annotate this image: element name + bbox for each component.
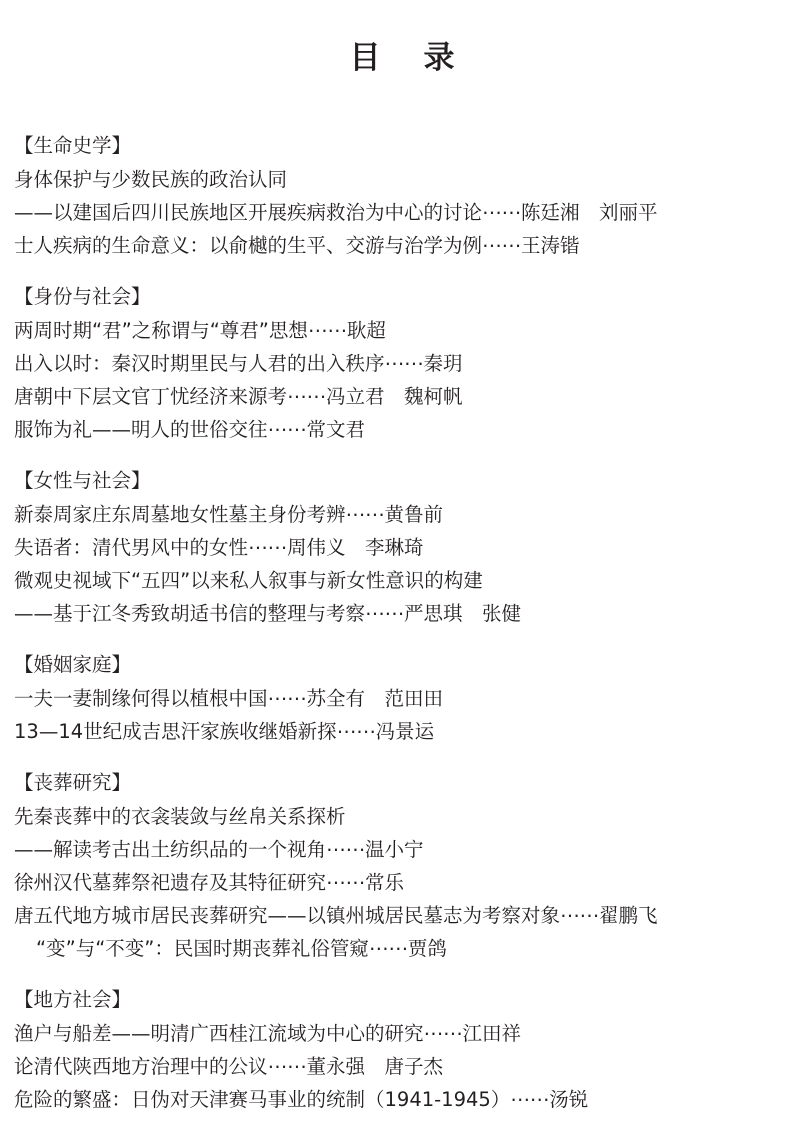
- toc-section-heading: 【丧葬研究】: [14, 771, 132, 794]
- toc-entry[interactable]: 唐五代地方城市居民丧葬研究——以镇州城居民墓志为考察对象⋯⋯翟鹏飞: [14, 904, 658, 927]
- toc-entry[interactable]: 13—14世纪成吉思汗家族收继婚新探⋯⋯冯景运: [14, 720, 435, 743]
- toc-section-heading: 【生命史学】: [14, 134, 132, 157]
- toc-entry[interactable]: ——解读考古出土纺织品的一个视角⋯⋯温小宁: [14, 838, 424, 861]
- toc-entry[interactable]: 服饰为礼——明人的世俗交往⋯⋯常文君: [14, 418, 366, 441]
- toc-entry[interactable]: 身体保护与少数民族的政治认同: [14, 168, 288, 191]
- toc-section: [14, 648, 796, 748]
- toc-entry[interactable]: 失语者：清代男风中的女性⋯⋯周伟义 李琳琦: [14, 536, 424, 559]
- toc-section: [14, 280, 796, 446]
- page-title: 目 录: [349, 40, 461, 76]
- toc-entry[interactable]: 士人疾病的生命意义：以俞樾的生平、交游与治学为例⋯⋯王涛锴: [14, 234, 580, 257]
- table-of-contents: [14, 129, 796, 1116]
- toc-entry[interactable]: 危险的繁盛：日伪对天津赛马事业的统制（1941-1945）⋯⋯汤锐: [14, 1088, 589, 1111]
- toc-entry[interactable]: 两周时期“君”之称谓与“尊君”思想⋯⋯耿超: [14, 319, 386, 342]
- toc-entry[interactable]: ——基于江冬秀致胡适书信的整理与考察⋯⋯严思琪 张健: [14, 602, 522, 625]
- toc-entry[interactable]: 渔户与船差——明清广西桂江流域为中心的研究⋯⋯江田祥: [14, 1022, 522, 1045]
- toc-section: [14, 983, 796, 1116]
- toc-entry[interactable]: 出入以时：秦汉时期里民与人君的出入秩序⋯⋯秦玥: [14, 352, 463, 375]
- toc-entry[interactable]: 新泰周家庄东周墓地女性墓主身份考辨⋯⋯黄鲁前: [14, 503, 444, 526]
- toc-section-heading: 【地方社会】: [14, 988, 132, 1011]
- toc-section: [14, 464, 796, 630]
- toc-section: [14, 129, 796, 262]
- toc-entry[interactable]: 先秦丧葬中的衣衾装敛与丝帛关系探析: [14, 805, 346, 828]
- toc-entry[interactable]: 论清代陕西地方治理中的公议⋯⋯董永强 唐子杰: [14, 1055, 444, 1078]
- toc-entry[interactable]: 微观史视域下“五四”以来私人叙事与新女性意识的构建: [14, 569, 483, 592]
- toc-section-heading: 【婚姻家庭】: [14, 653, 132, 676]
- toc-entry[interactable]: ——以建国后四川民族地区开展疾病救治为中心的讨论⋯⋯陈廷湘 刘丽平: [14, 201, 658, 224]
- toc-entry[interactable]: 徐州汉代墓葬祭祀遗存及其特征研究⋯⋯常乐: [14, 871, 405, 894]
- toc-section-heading: 【身份与社会】: [14, 285, 151, 308]
- toc-entry[interactable]: 唐朝中下层文官丁忧经济来源考⋯⋯冯立君 魏柯帆: [14, 385, 463, 408]
- toc-entry[interactable]: “变”与“不变”：民国时期丧葬礼俗管窥⋯⋯贾鸽: [36, 937, 447, 960]
- toc-section: [14, 766, 796, 965]
- toc-entry[interactable]: 一夫一妻制缘何得以植根中国⋯⋯苏全有 范田田: [14, 687, 444, 710]
- toc-section-heading: 【女性与社会】: [14, 469, 151, 492]
